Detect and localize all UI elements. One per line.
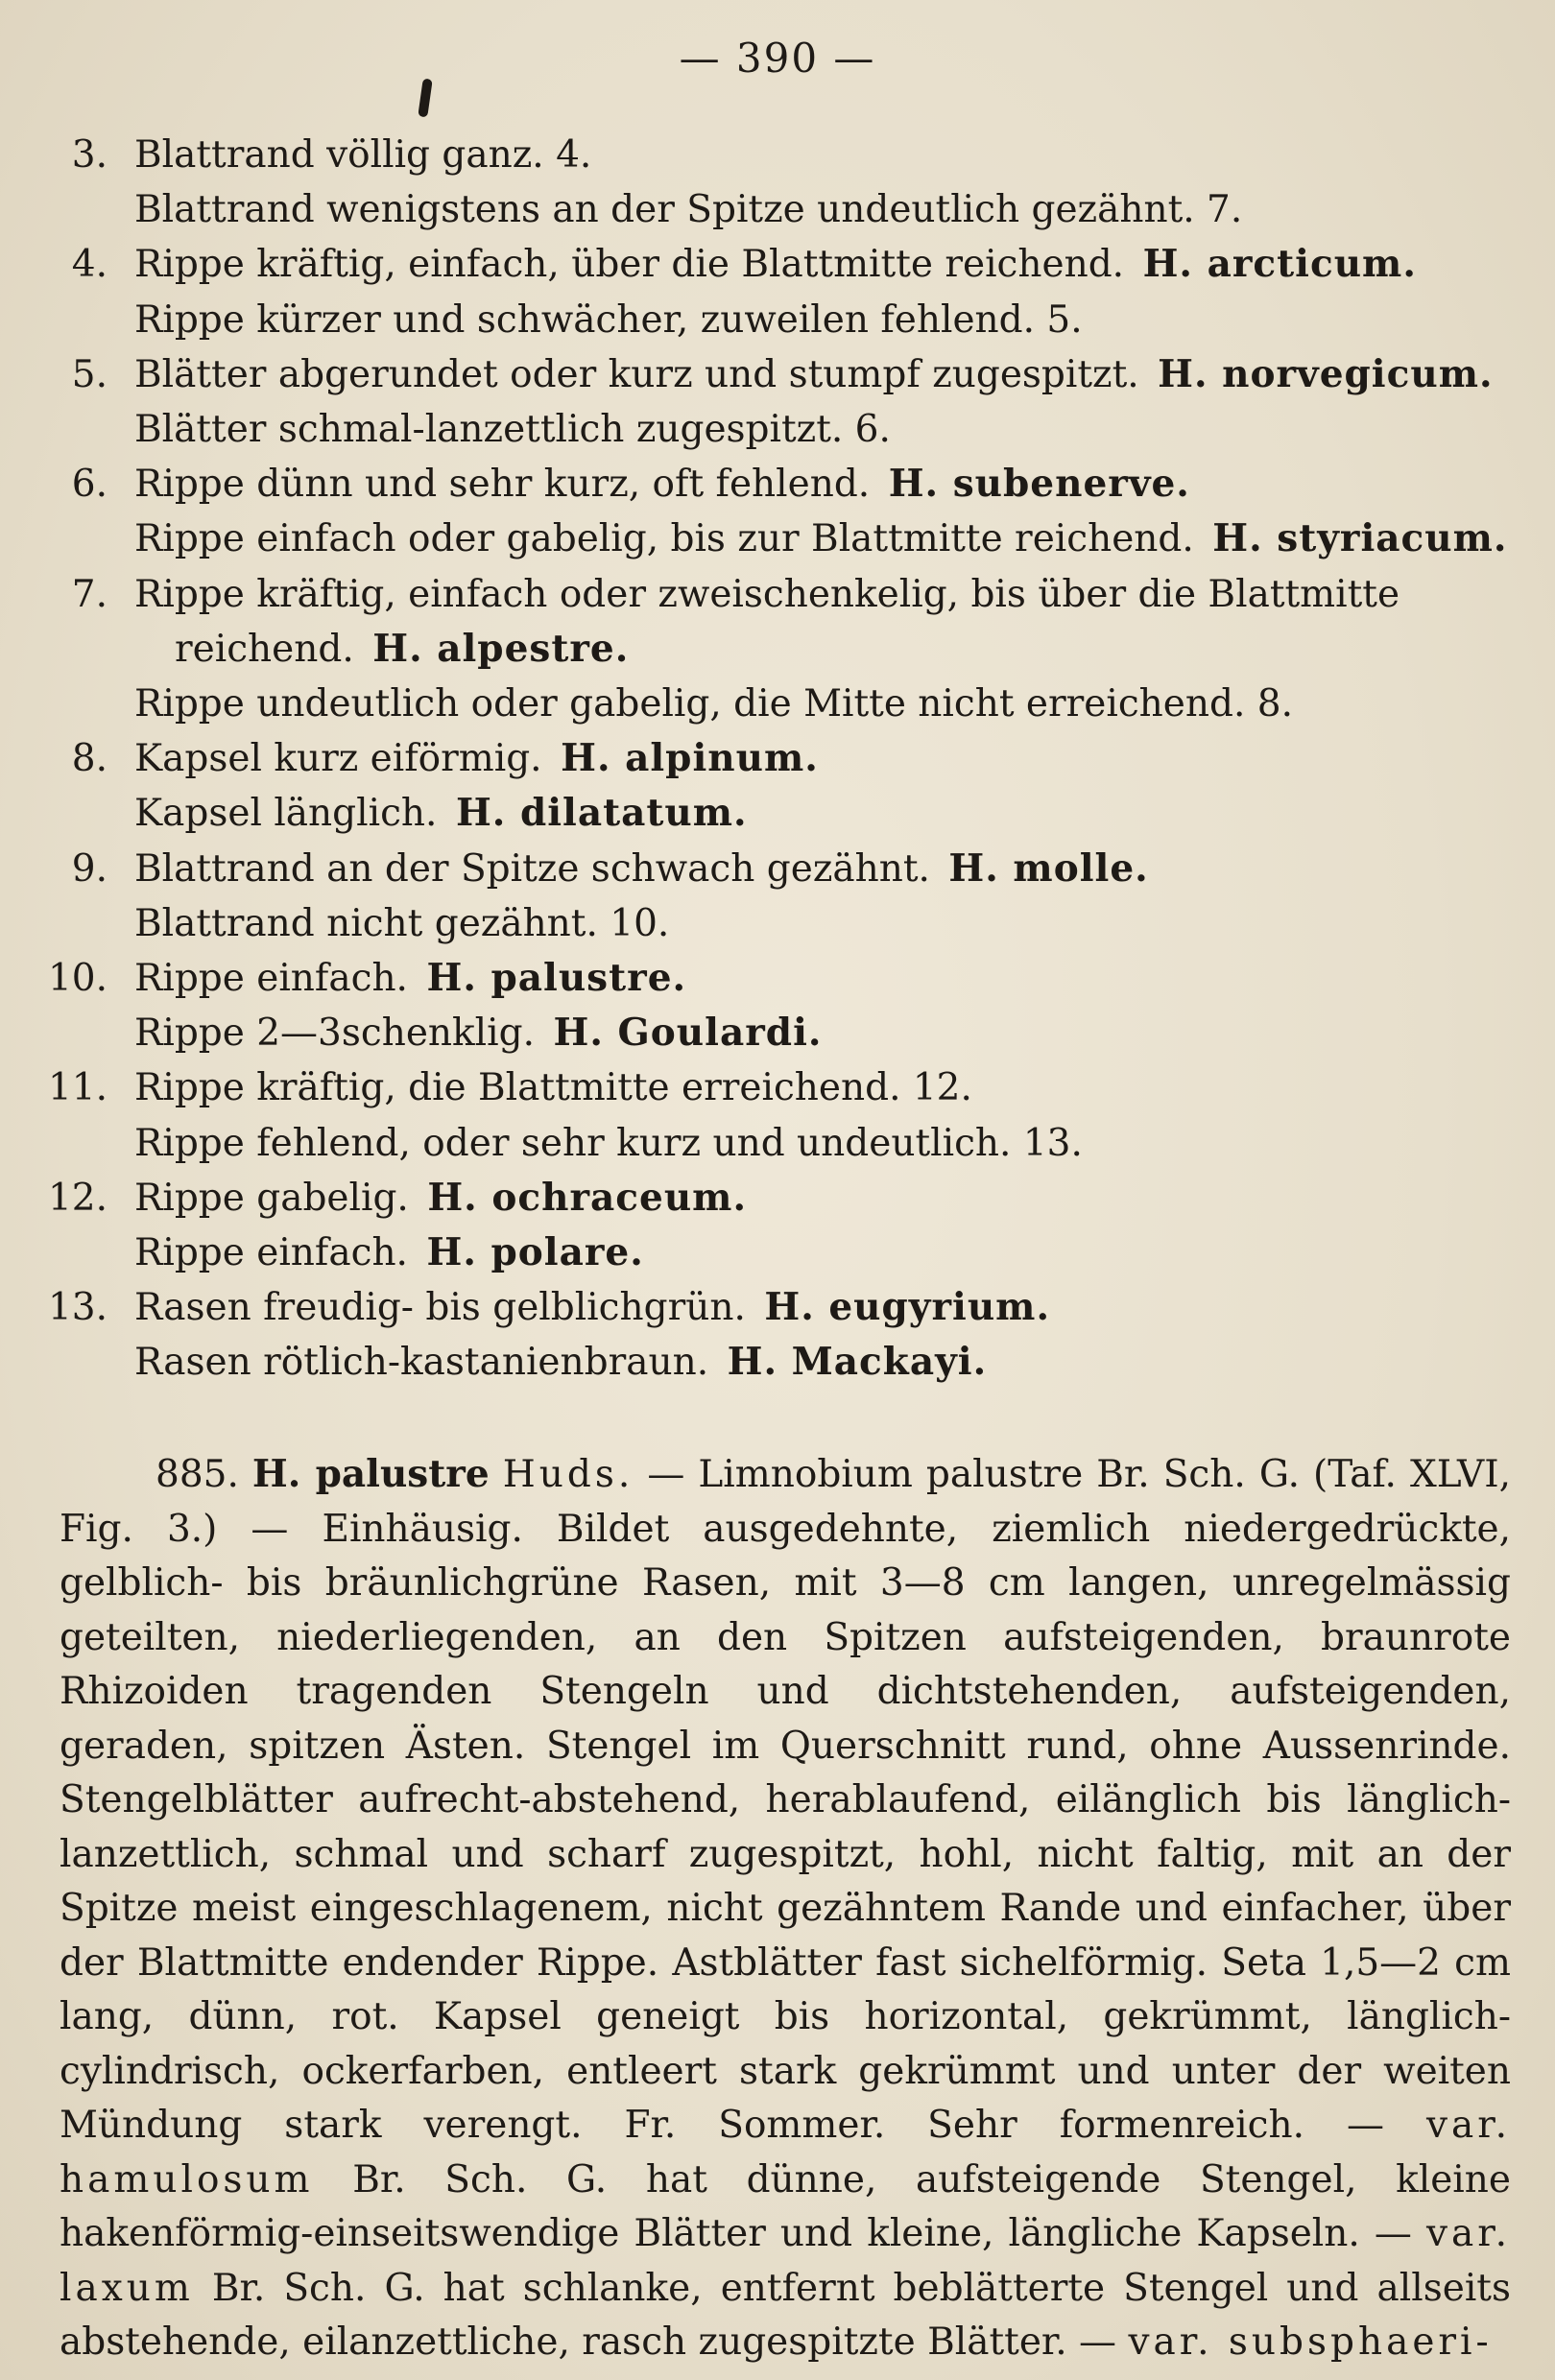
key-taxon: H. Mackayi. xyxy=(727,1340,988,1385)
key-description: Rippe fehlend, oder sehr kurz und undeutlich. 13. xyxy=(134,1121,1083,1165)
key-line xyxy=(0,298,1555,347)
key-text xyxy=(134,516,1508,561)
key-number: 8. xyxy=(71,737,108,781)
key-description: Rippe undeutlich oder gabelig, die Mitte nicht erreichend. 8. xyxy=(134,682,1293,726)
key-line xyxy=(0,1175,1555,1226)
key-description: Blattrand nicht gezähnt. 10. xyxy=(134,901,670,945)
key-number: 12. xyxy=(47,1176,108,1220)
key-taxon: H. arcticum. xyxy=(1142,242,1417,287)
key-line xyxy=(0,956,1555,1006)
key-taxon: H. styriacum. xyxy=(1212,516,1508,561)
key-taxon: H. ochraceum. xyxy=(427,1175,748,1220)
key-text xyxy=(134,1175,748,1220)
key-line xyxy=(0,845,1555,896)
key-text xyxy=(134,1066,972,1110)
key-description: Rippe kräftig, die Blattmitte erreichend. 12. xyxy=(134,1066,972,1110)
ink-blot xyxy=(418,78,432,117)
key-number: 4. xyxy=(71,243,108,287)
variety-label: var. laxum xyxy=(60,2212,1511,2310)
key-number: 11. xyxy=(47,1066,108,1110)
key-taxon: H. norvegicum. xyxy=(1158,351,1494,396)
key-number: 13. xyxy=(47,1286,108,1330)
key-description: Blattrand an der Spitze schwach gezähnt. xyxy=(134,846,930,891)
key-taxon: H. alpinum. xyxy=(561,736,819,781)
key-line xyxy=(0,736,1555,786)
key-taxon: H. subenerve. xyxy=(888,462,1190,507)
key-line xyxy=(0,408,1555,457)
key-text xyxy=(134,845,1149,891)
key-number: 7. xyxy=(71,572,108,616)
key-line xyxy=(0,682,1555,731)
key-line xyxy=(0,516,1555,566)
variety-label: var. hamulosum xyxy=(60,2104,1511,2202)
key-number: 6. xyxy=(71,463,108,507)
key-line xyxy=(0,188,1555,237)
key-text xyxy=(134,1230,644,1274)
key-description: Rippe gabelig. xyxy=(134,1176,409,1220)
key-taxon: H. alpestre. xyxy=(372,626,630,671)
key-taxon: H. polare. xyxy=(426,1230,644,1274)
key-taxon: H. molle. xyxy=(948,845,1149,891)
key-line xyxy=(0,1011,1555,1060)
key-description: Rippe einfach. xyxy=(134,1231,408,1274)
key-text xyxy=(134,736,819,781)
key-number: 10. xyxy=(47,957,108,1000)
key-line xyxy=(0,462,1555,512)
key-text xyxy=(134,1011,823,1056)
key-taxon: H. eugyrium. xyxy=(764,1285,1051,1330)
key-number: 9. xyxy=(71,846,108,891)
key-description: Rasen freudig- bis gelblichgrün. xyxy=(134,1286,746,1330)
species-author: Huds. xyxy=(502,1453,634,1496)
key-description: Rippe dünn und sehr kurz, oft fehlend. xyxy=(134,463,871,507)
key-text xyxy=(134,298,1083,342)
key-line xyxy=(0,1230,1555,1280)
key-text xyxy=(134,956,687,1000)
key-description: Kapsel länglich. xyxy=(134,792,438,836)
variety-text: Br. Sch. G. hat schlanke, entfernt beblätterte Stengel und allseits abstehende, eilanzettliche, rasch zugespitzte Blätter. — xyxy=(60,2266,1511,2364)
key-description: Rippe kürzer und schwächer, zuweilen fehlend. 5. xyxy=(134,298,1083,342)
key-description: Blätter schmal-lanzettlich zugespitzt. 6. xyxy=(134,408,891,451)
key-number: 5. xyxy=(71,352,108,396)
key-line xyxy=(0,1285,1555,1335)
key-number: 3. xyxy=(71,133,108,177)
key-description: Rippe 2—3schenklig. xyxy=(134,1012,535,1056)
key-text xyxy=(134,408,891,451)
page-number: — 390 — xyxy=(679,35,876,82)
key-line xyxy=(0,791,1555,841)
key-text xyxy=(134,351,1494,396)
key-text xyxy=(134,242,1417,287)
key-line xyxy=(0,242,1555,292)
key-description: reichend. xyxy=(175,627,354,671)
key-description: Kapsel kurz eiförmig. xyxy=(134,737,542,781)
key-description: Blattrand wenigstens an der Spitze undeutlich gezähnt. 7. xyxy=(134,188,1243,232)
key-description: Rippe einfach. xyxy=(134,957,408,1000)
key-line xyxy=(0,1066,1555,1115)
key-description: Rippe kräftig, einfach, über die Blattmitte reichend. xyxy=(134,243,1125,287)
key-description: Rippe einfach oder gabelig, bis zur Blattmitte reichend. xyxy=(134,517,1194,561)
key-line xyxy=(0,133,1555,182)
species-name: H. palustre xyxy=(251,1452,490,1496)
description-text: — Limnobium palustre Br. Sch. G. (Taf. XLVI, Fig. 3.) — Einhäusig. Bildet ausgedehnte, ziemlich niedergedrückte, gelblich- bis bräunlichgrüne Rasen, mit 3—8 cm langen, unregelmässig geteilten, niederliegenden, an den Spitzen aufsteigenden, braunrote Rhizoiden tragenden Stengeln und dichtstehenden, aufsteigenden, geraden, spitzen Ästen. Stengel im Querschnitt rund, ohne Aussenrinde. Stengelblätter aufrecht-abstehend, herablaufend, eilänglich bis länglich-lanzettlich, schmal und scharf zugespitzt, hohl, nicht faltig, mit an der Spitze meist eingeschlagenem, nicht gezähntem Rande und einfacher, über der Blattmitte endender Rippe. Astblätter fast sichelförmig. Seta 1,5—2 cm lang, dünn, rot. Kapsel geneigt bis horizontal, gekrümmt, länglich-cylindrisch, ockerfarben, entleert stark gekrümmt und unter der weiten Mündung stark verengt. Fr. Sommer. Sehr formenreich. — xyxy=(60,1453,1512,2147)
species-number: 885. xyxy=(156,1453,239,1496)
key-text xyxy=(134,462,1190,507)
key-text xyxy=(134,682,1293,726)
key-description: Rasen rötlich-kastanienbraun. xyxy=(134,1341,709,1385)
key-text xyxy=(134,901,670,945)
key-text xyxy=(134,572,1400,616)
key-taxon: H. dilatatum. xyxy=(455,791,748,836)
key-text xyxy=(134,1285,1051,1330)
key-line xyxy=(0,572,1555,622)
key-line xyxy=(0,1340,1555,1390)
key-taxon: H. palustre. xyxy=(426,956,687,1000)
key-line xyxy=(0,351,1555,402)
key-description: Rippe kräftig, einfach oder zweischenkelig, bis über die Blattmitte xyxy=(134,572,1400,616)
species-description xyxy=(60,1447,1511,2370)
key-line xyxy=(0,626,1555,677)
variety-text: Br. Sch. G. hat dünne, aufsteigende Stengel, kleine hakenförmig-einseitswendige Blätter und kleine, längliche Kapseln. — xyxy=(60,2157,1511,2255)
key-description: Blattrand völlig ganz. 4. xyxy=(134,133,592,177)
key-text xyxy=(175,626,630,671)
key-text xyxy=(134,1340,988,1385)
key-text xyxy=(134,791,748,836)
key-line xyxy=(0,901,1555,951)
key-text xyxy=(134,133,592,177)
key-text xyxy=(134,1121,1083,1165)
key-line xyxy=(0,1121,1555,1171)
key-taxon: H. Goulardi. xyxy=(553,1011,823,1056)
key-description: Blätter abgerundet oder kurz und stumpf zugespitzt. xyxy=(134,352,1139,396)
variety-label: var. subsphaeri- xyxy=(1128,2320,1493,2364)
key-text xyxy=(134,188,1243,232)
